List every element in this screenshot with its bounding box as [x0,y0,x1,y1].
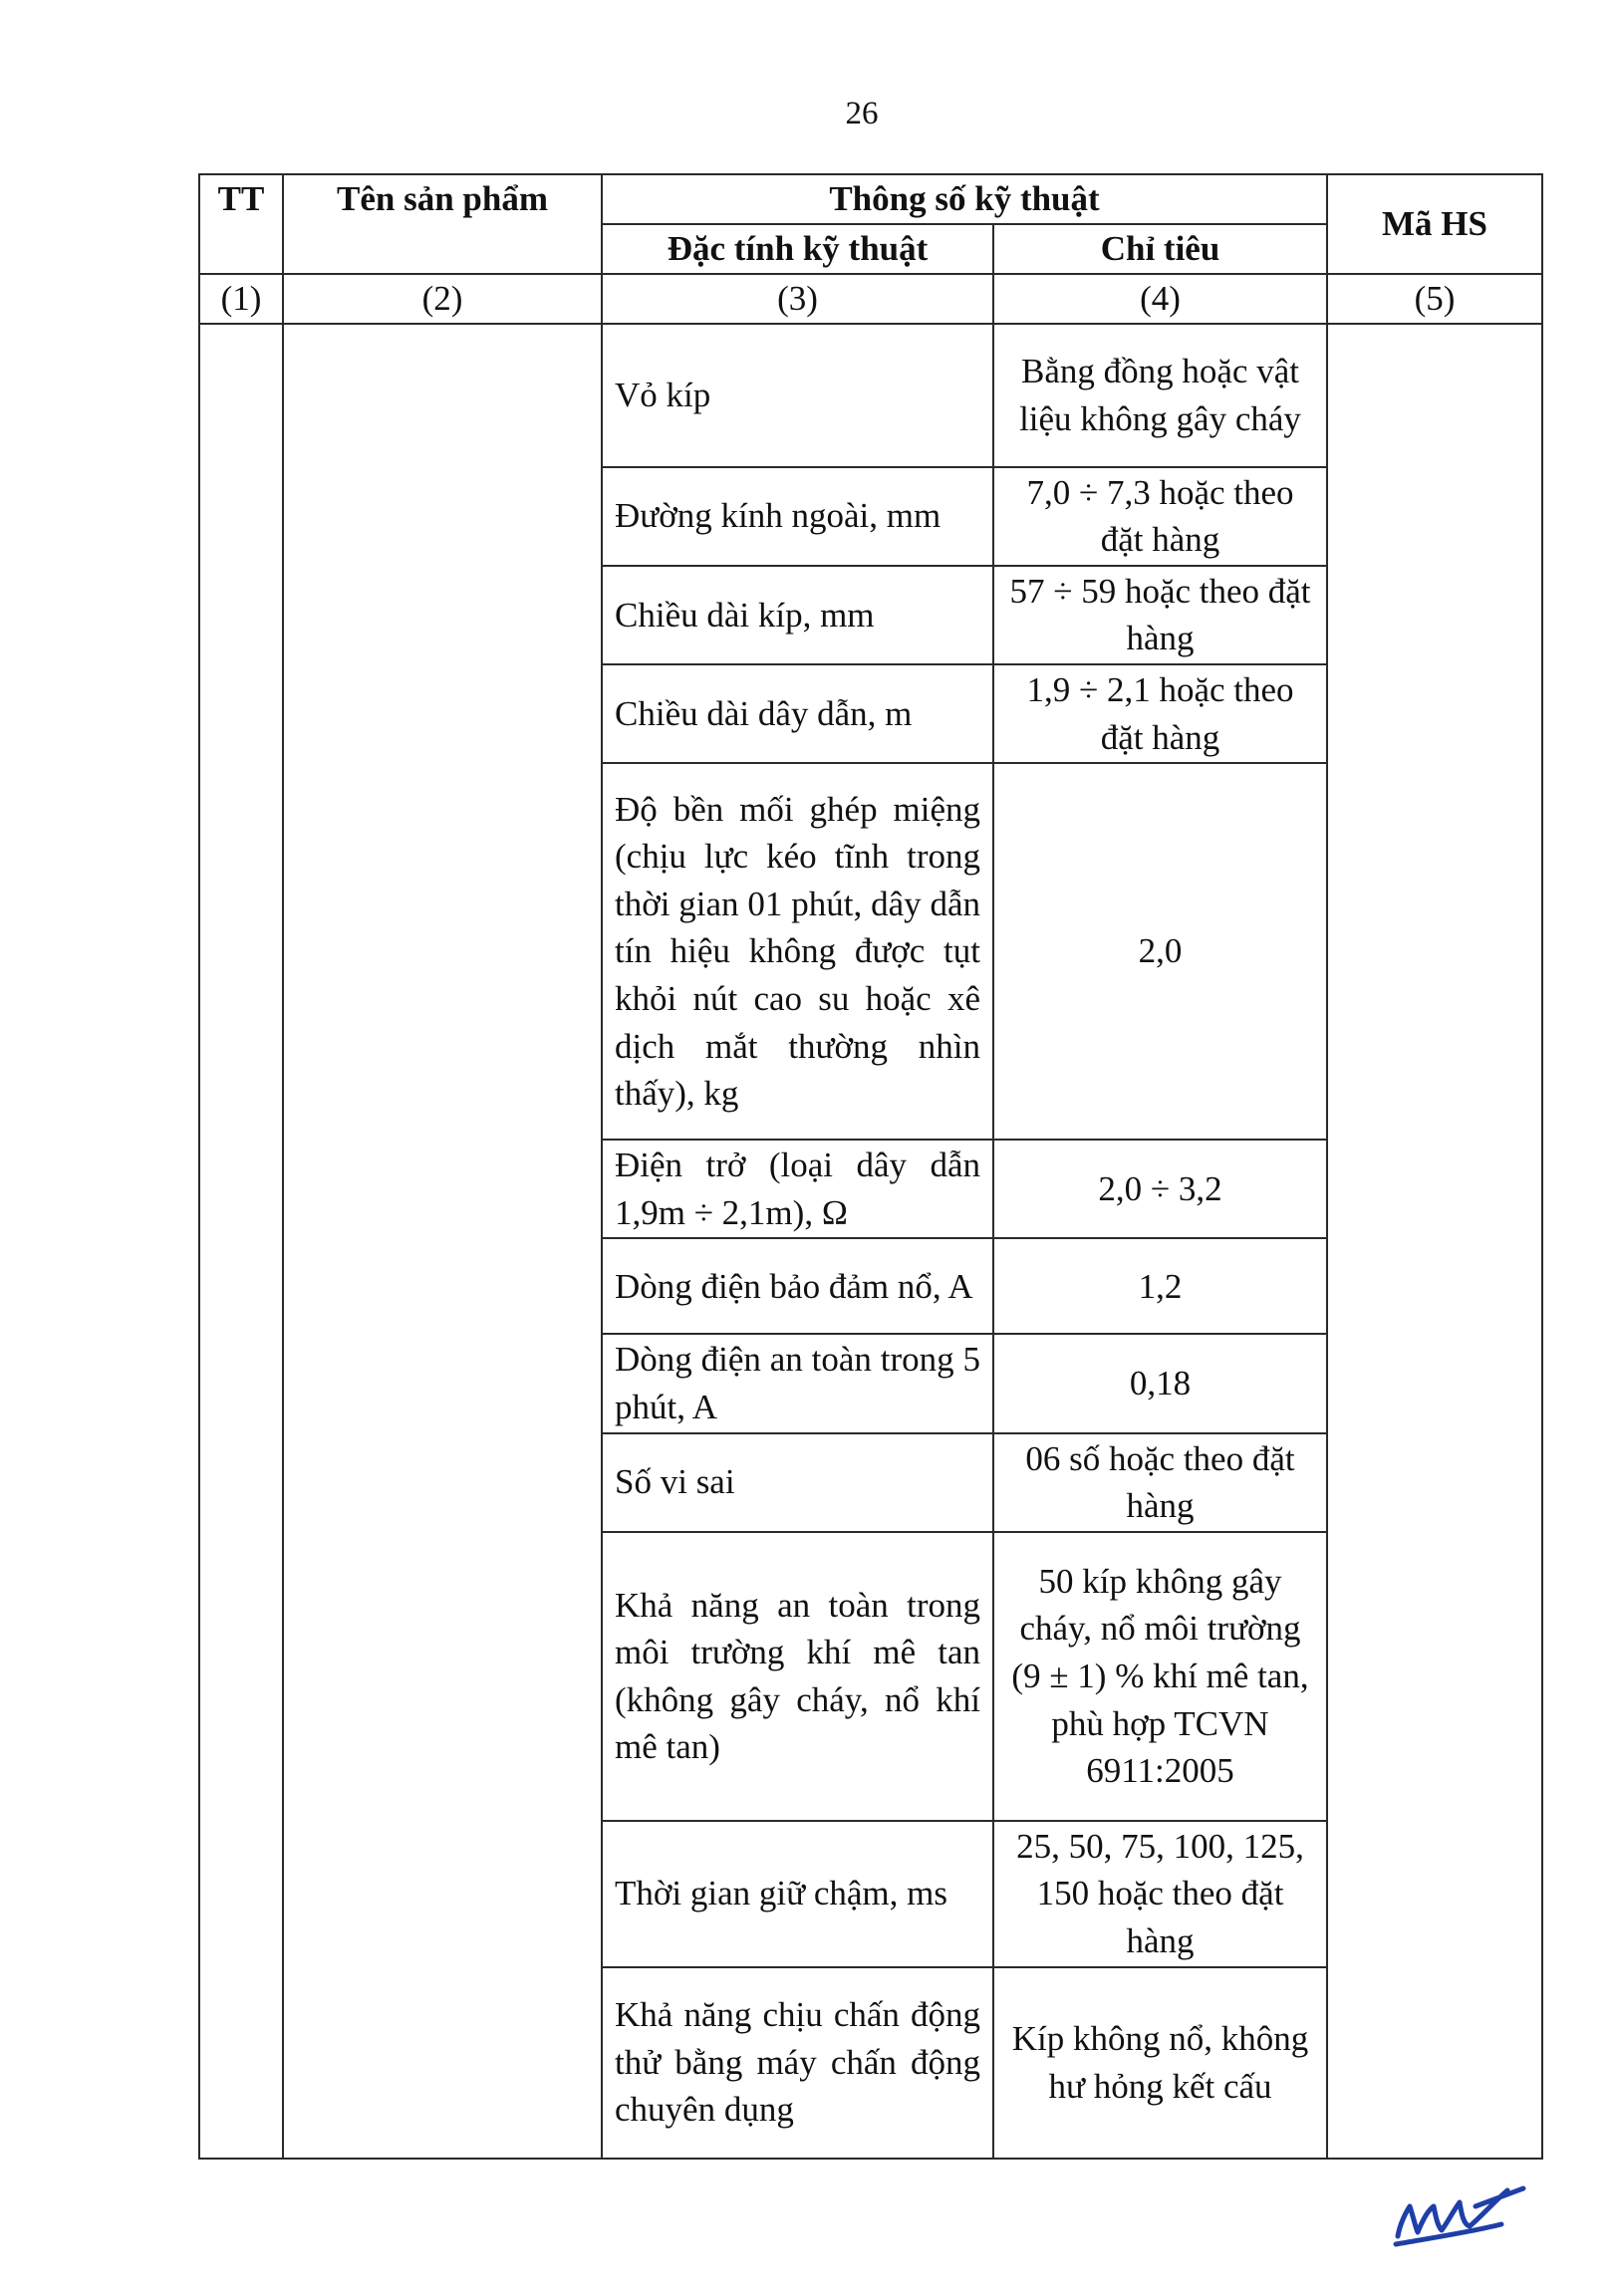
header-characteristic: Đặc tính kỹ thuật [602,224,993,274]
column-number: (4) [993,274,1327,324]
page-number: 26 [845,96,879,131]
column-number: (3) [602,274,993,324]
column-number: (5) [1327,274,1542,324]
criteria-cell: 50 kíp không gây cháy, nổ môi trường (9 ± 1) % khí mê tan, phù hợp TCVN 6911:2005 [993,1532,1327,1821]
header-criteria: Chỉ tiêu [993,224,1327,274]
criteria-cell: Kíp không nổ, không hư hỏng kết cấu [993,1967,1327,2159]
criteria-cell: 25, 50, 75, 100, 125, 150 hoặc theo đặt hàng [993,1821,1327,1967]
characteristic-cell: Chiều dài kíp, mm [602,566,993,664]
header-tech-specs: Thông số kỹ thuật [602,174,1327,224]
header-tt: TT [199,174,283,274]
characteristic-cell: Thời gian giữ chậm, ms [602,1821,993,1967]
spec-table [198,173,1543,2160]
column-number-row [199,274,1542,324]
characteristic-cell: Dòng điện an toàn trong 5 phút, A [602,1334,993,1432]
header-row [199,174,1542,224]
characteristic-cell: Đường kính ngoài, mm [602,467,993,566]
characteristic-cell: Dòng điện bảo đảm nổ, A [602,1238,993,1334]
criteria-cell: 1,2 [993,1238,1327,1334]
header-product-name: Tên sản phẩm [283,174,602,274]
characteristic-cell: Điện trở (loại dây dẫn 1,9m ÷ 2,1m), Ω [602,1140,993,1238]
criteria-cell: 0,18 [993,1334,1327,1432]
criteria-cell: 06 số hoặc theo đặt hàng [993,1433,1327,1532]
table-row [199,324,1542,467]
column-number: (1) [199,274,283,324]
characteristic-cell: Khả năng chịu chấn động thử bằng máy chấn động chuyên dụng [602,1967,993,2159]
characteristic-cell: Chiều dài dây dẫn, m [602,664,993,763]
characteristic-cell: Khả năng an toàn trong môi trường khí mê tan (không gây cháy, nổ khí mê tan) [602,1532,993,1821]
criteria-cell: 57 ÷ 59 hoặc theo đặt hàng [993,566,1327,664]
characteristic-cell: Số vi sai [602,1433,993,1532]
product-name-cell [283,324,602,2159]
criteria-cell: 1,9 ÷ 2,1 hoặc theo đặt hàng [993,664,1327,763]
criteria-cell: Bằng đồng hoặc vật liệu không gây cháy [993,324,1327,467]
header-hs-code: Mã HS [1327,174,1542,274]
criteria-cell: 2,0 [993,763,1327,1140]
characteristic-cell: Độ bền mối ghép miệng (chịu lực kéo tĩnh trong thời gian 01 phút, dây dẫn tín hiệu không được tụt khỏi nút cao su hoặc xê dịch mắt thường nhìn thấy), kg [602,763,993,1140]
characteristic-cell: Vỏ kíp [602,324,993,467]
column-number: (2) [283,274,602,324]
criteria-cell: 2,0 ÷ 3,2 [993,1140,1327,1238]
hs-code-cell [1327,324,1542,2159]
tt-cell [199,324,283,2159]
criteria-cell: 7,0 ÷ 7,3 hoặc theo đặt hàng [993,467,1327,566]
signature-mark [1390,2167,1529,2256]
